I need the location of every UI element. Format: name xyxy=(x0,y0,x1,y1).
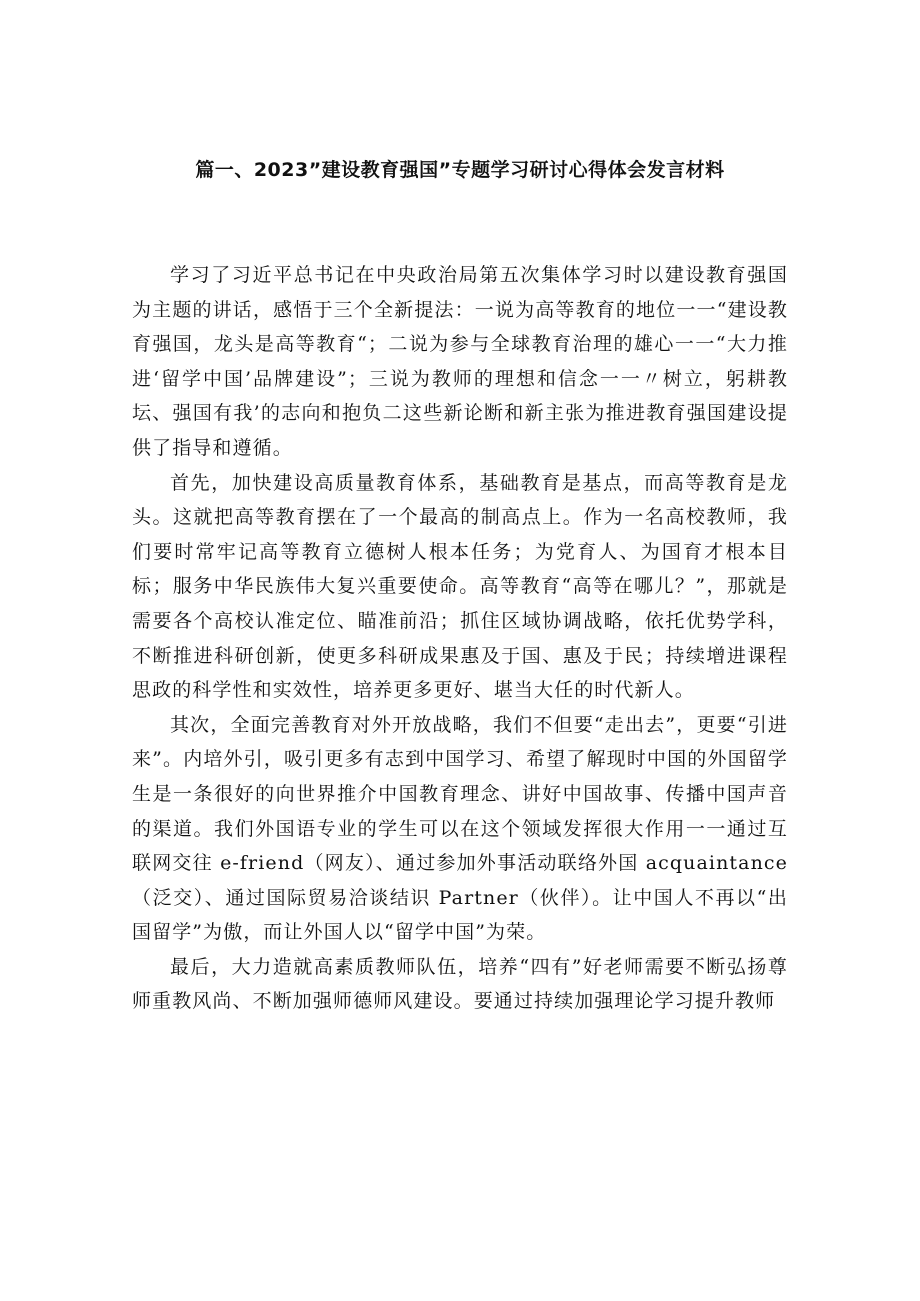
paragraph-4: 最后，大力造就高素质教师队伍，培养“四有”好老师需要不断弘扬尊师重教风尚、不断加强师德师风建设。要通过持续加强理论学习提升教师 xyxy=(132,955,788,1013)
document-title: 篇一、2023”建设教育强国”专题学习研讨心得体会发言材料 xyxy=(195,159,725,181)
paragraph-2: 首先，加快建设高质量教育体系，基础教育是基点，而高等教育是龙头。这就把高等教育摆在了一个最高的制高点上。作为一名高校教师，我们要时常牢记高等教育立德树人根本任务；为党育人、为国育才根本目标；服务中华民族伟大复兴重要使命。高等教育“高等在哪儿？”，那就是需要各个高校认准定位、瞄准前沿；抓住区域协调战略，依托优势学科，不断推进科研创新，使更多科研成果惠及于国、惠及于民；持续增进课程思政的科学性和实效性，培养更多更好、堪当大任的时代新人。 xyxy=(132,471,788,702)
document-body xyxy=(132,258,788,1019)
paragraph-1: 学习了习近平总书记在中央政治局第五次集体学习时以建设教育强国为主题的讲话，感悟于三个全新提法：一说为高等教育的地位一一“建设教育强国，龙头是高等教育“；二说为参与全球教育治理的雄心一一“大力推进‘留学中国’品牌建设”；三说为教师的理想和信念一一〃树立，躬耕教坛、强国有我’的志向和抱负二这些新论断和新主张为推进教育强国建设提供了指导和遵循。 xyxy=(132,264,788,459)
paragraph-3: 其次，全面完善教育对外开放战略，我们不但要“走出去”，更要“引进来”。内培外引，吸引更多有志到中国学习、希望了解现时中国的外国留学生是一条很好的向世界推介中国教育理念、讲好中国故事、传播中国声音的渠道。我们外国语专业的学生可以在这个领域发挥很大作用一一通过互联网交往 e-friend（网友）、通过参加外事活动联络外国 acquaintance（泛交）、通过国际贸易洽谈结识 Partner（伙伴）。让中国人不再以“出国留学”为傲，而让外国人以“留学中国”为荣。 xyxy=(132,713,788,944)
